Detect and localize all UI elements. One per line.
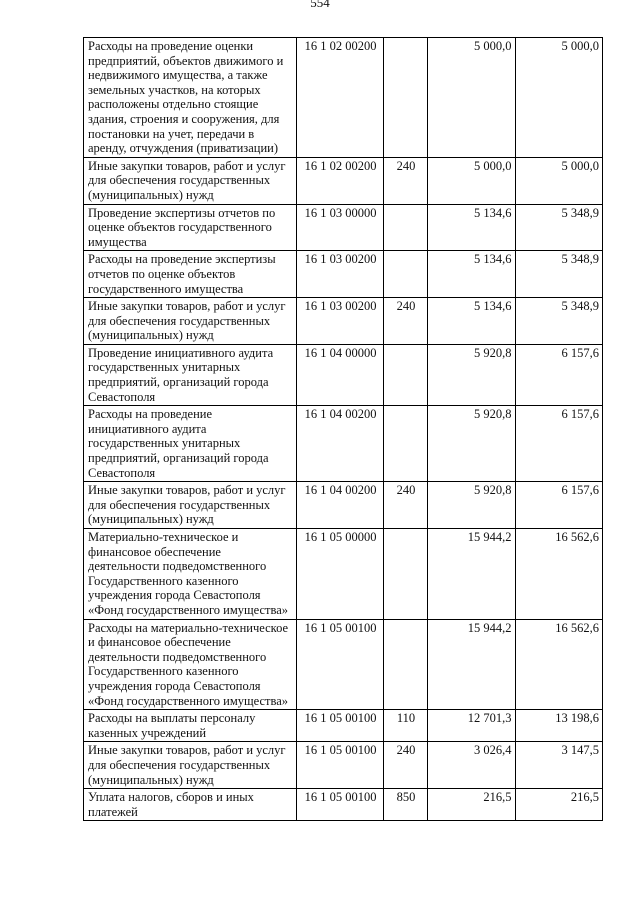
row-expense-type: 240 <box>384 742 428 789</box>
row-amount-year-2: 5 000,0 <box>515 157 603 204</box>
row-target-code: 16 1 04 00200 <box>297 406 384 482</box>
row-expense-type: 240 <box>384 482 428 529</box>
row-target-code: 16 1 04 00000 <box>297 344 384 405</box>
table-row <box>84 529 603 620</box>
row-amount-year-1: 5 000,0 <box>428 157 516 204</box>
row-target-code: 16 1 05 00000 <box>297 529 384 620</box>
row-description: Иные закупки товаров, работ и услуг для обеспечения государственных (муниципальных) нужд <box>84 157 297 204</box>
row-description: Материально-техническое и финансовое обеспечение деятельности подведомственного Государственного казенного учреждения города Севастополя «Фонд государственного имущества» <box>84 529 297 620</box>
table-row <box>84 157 603 204</box>
row-amount-year-2: 6 157,6 <box>515 406 603 482</box>
row-amount-year-1: 5 920,8 <box>428 406 516 482</box>
table-row <box>84 406 603 482</box>
row-amount-year-1: 15 944,2 <box>428 619 516 710</box>
table-row <box>84 298 603 345</box>
row-target-code: 16 1 05 00100 <box>297 742 384 789</box>
table-row <box>84 38 603 158</box>
table-row <box>84 344 603 405</box>
row-target-code: 16 1 02 00200 <box>297 38 384 158</box>
table-row <box>84 482 603 529</box>
row-amount-year-1: 15 944,2 <box>428 529 516 620</box>
row-expense-type <box>384 204 428 251</box>
row-expense-type: 850 <box>384 789 428 821</box>
row-expense-type: 240 <box>384 298 428 345</box>
table-row <box>84 204 603 251</box>
row-amount-year-1: 3 026,4 <box>428 742 516 789</box>
row-target-code: 16 1 05 00100 <box>297 789 384 821</box>
row-expense-type <box>384 344 428 405</box>
row-target-code: 16 1 03 00200 <box>297 298 384 345</box>
row-amount-year-1: 5 000,0 <box>428 38 516 158</box>
table-row <box>84 710 603 742</box>
row-amount-year-1: 5 920,8 <box>428 344 516 405</box>
row-amount-year-2: 13 198,6 <box>515 710 603 742</box>
row-amount-year-2: 6 157,6 <box>515 482 603 529</box>
row-expense-type <box>384 619 428 710</box>
row-amount-year-2: 3 147,5 <box>515 742 603 789</box>
row-description: Расходы на материально-техническое и финансовое обеспечение деятельности подведомственного Государственного казенного учреждения города Севастополя «Фонд государственного имущества» <box>84 619 297 710</box>
row-amount-year-2: 5 348,9 <box>515 204 603 251</box>
row-target-code: 16 1 05 00100 <box>297 619 384 710</box>
row-expense-type <box>384 529 428 620</box>
row-target-code: 16 1 05 00100 <box>297 710 384 742</box>
row-expense-type <box>384 406 428 482</box>
row-description: Уплата налогов, сборов и иных платежей <box>84 789 297 821</box>
row-amount-year-2: 16 562,6 <box>515 529 603 620</box>
row-expense-type <box>384 251 428 298</box>
row-description: Проведение экспертизы отчетов по оценке объектов государственного имущества <box>84 204 297 251</box>
page-number: 554 <box>310 0 330 10</box>
row-amount-year-2: 5 348,9 <box>515 251 603 298</box>
row-amount-year-1: 5 920,8 <box>428 482 516 529</box>
row-amount-year-1: 5 134,6 <box>428 298 516 345</box>
row-amount-year-2: 5 000,0 <box>515 38 603 158</box>
table-row <box>84 251 603 298</box>
row-expense-type: 240 <box>384 157 428 204</box>
row-description: Расходы на выплаты персоналу казенных учреждений <box>84 710 297 742</box>
row-description: Расходы на проведение экспертизы отчетов по оценке объектов государственного имущества <box>84 251 297 298</box>
row-description: Проведение инициативного аудита государственных унитарных предприятий, организаций города Севастополя <box>84 344 297 405</box>
row-target-code: 16 1 04 00200 <box>297 482 384 529</box>
row-description: Расходы на проведение оценки предприятий, объектов движимого и недвижимого имущества, а также земельных участков, на которых расположены отдельно стоящие здания, строения и сооружения, для постановки на учет, передачи в аренду, отчуждения (приватизации) <box>84 38 297 158</box>
row-amount-year-1: 216,5 <box>428 789 516 821</box>
row-description: Иные закупки товаров, работ и услуг для обеспечения государственных (муниципальных) нужд <box>84 298 297 345</box>
table-row <box>84 789 603 821</box>
row-amount-year-2: 6 157,6 <box>515 344 603 405</box>
budget-table <box>83 37 603 821</box>
table-row <box>84 742 603 789</box>
row-target-code: 16 1 02 00200 <box>297 157 384 204</box>
row-description: Расходы на проведение инициативного аудита государственных унитарных предприятий, организаций города Севастополя <box>84 406 297 482</box>
budget-table-body <box>84 38 603 821</box>
row-amount-year-2: 5 348,9 <box>515 298 603 345</box>
row-amount-year-2: 16 562,6 <box>515 619 603 710</box>
table-row <box>84 619 603 710</box>
row-description: Иные закупки товаров, работ и услуг для обеспечения государственных (муниципальных) нужд <box>84 742 297 789</box>
row-amount-year-1: 5 134,6 <box>428 251 516 298</box>
row-expense-type <box>384 38 428 158</box>
row-amount-year-1: 5 134,6 <box>428 204 516 251</box>
row-target-code: 16 1 03 00000 <box>297 204 384 251</box>
row-amount-year-2: 216,5 <box>515 789 603 821</box>
row-amount-year-1: 12 701,3 <box>428 710 516 742</box>
row-target-code: 16 1 03 00200 <box>297 251 384 298</box>
row-description: Иные закупки товаров, работ и услуг для обеспечения государственных (муниципальных) нужд <box>84 482 297 529</box>
row-expense-type: 110 <box>384 710 428 742</box>
